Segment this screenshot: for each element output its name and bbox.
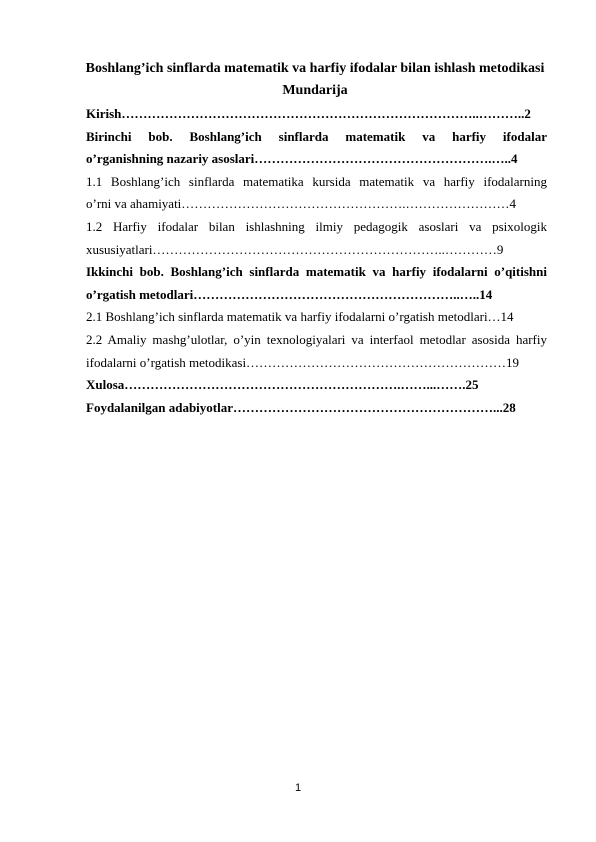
toc-line: o’rgatish metodlari……………………………………………………..…..14 [86,286,493,302]
table-of-contents [86,103,547,419]
toc-entry-chapter-2[interactable] [86,261,547,306]
toc-line: 1.2 Harfiy ifodalar bilan ishlashning ilmiy pedagogik asoslari va psixologik [86,218,547,234]
toc-line: Xulosa……………………………………………………….……...…….25 [86,377,479,393]
toc-line: 2.1 Boshlang’ich sinflarda matematik va harfiy ifodalarni o’rgatish metodlari…14 [86,309,514,325]
toc-line: o’rni va ahamiyati…………………………………………….……………………4 [86,196,517,212]
toc-entry-section-1-1[interactable] [86,171,547,216]
toc-line: Ikkinchi bob. Boshlang’ich sinflarda matematik va harfiy ifodalarni o’qitishni [86,264,547,280]
toc-line: xususiyatlari…………………………………………………………..…………9 [86,241,504,257]
document-title [80,58,550,102]
toc-entry-section-2-1[interactable] [86,306,547,329]
toc-line: 1.1 Boshlang’ich sinflarda matematika kursida matematik va harfiy ifodalarning [86,173,547,189]
toc-entry-section-2-2[interactable] [86,329,547,374]
title-main: Boshlang’ich sinflarda matematik va harfiy ifodalar bilan ishlash metodikasi [85,61,545,76]
toc-line: Foydalanilgan adabiyotlar……………………………………………………...28 [86,399,516,415]
toc-entry-references[interactable] [86,397,547,420]
toc-line: o’rganishning nazariy asoslari……………………………………………….…..4 [86,151,518,167]
toc-entry-section-1-2[interactable] [86,216,547,261]
toc-line: Birinchi bob. Boshlang’ich sinflarda matematik va harfiy ifodalar [86,128,547,144]
toc-entry-conclusion[interactable] [86,374,547,397]
toc-entry-chapter-1[interactable] [86,126,547,171]
toc-line: 2.2 Amaliy mashg’ulotlar, o’yin texnologiyalari va interfaol metodlar asosida harfiy [86,331,547,347]
title-contents-heading: Mundarija [282,83,348,98]
toc-entry-introduction[interactable] [86,103,547,126]
toc-line: Kirish………………………………………………………………………..………..2 [86,106,531,121]
page-number: 1 [294,782,302,794]
toc-line: ifodalarni o’rgatish metodikasi……………………………………………………19 [86,354,520,370]
